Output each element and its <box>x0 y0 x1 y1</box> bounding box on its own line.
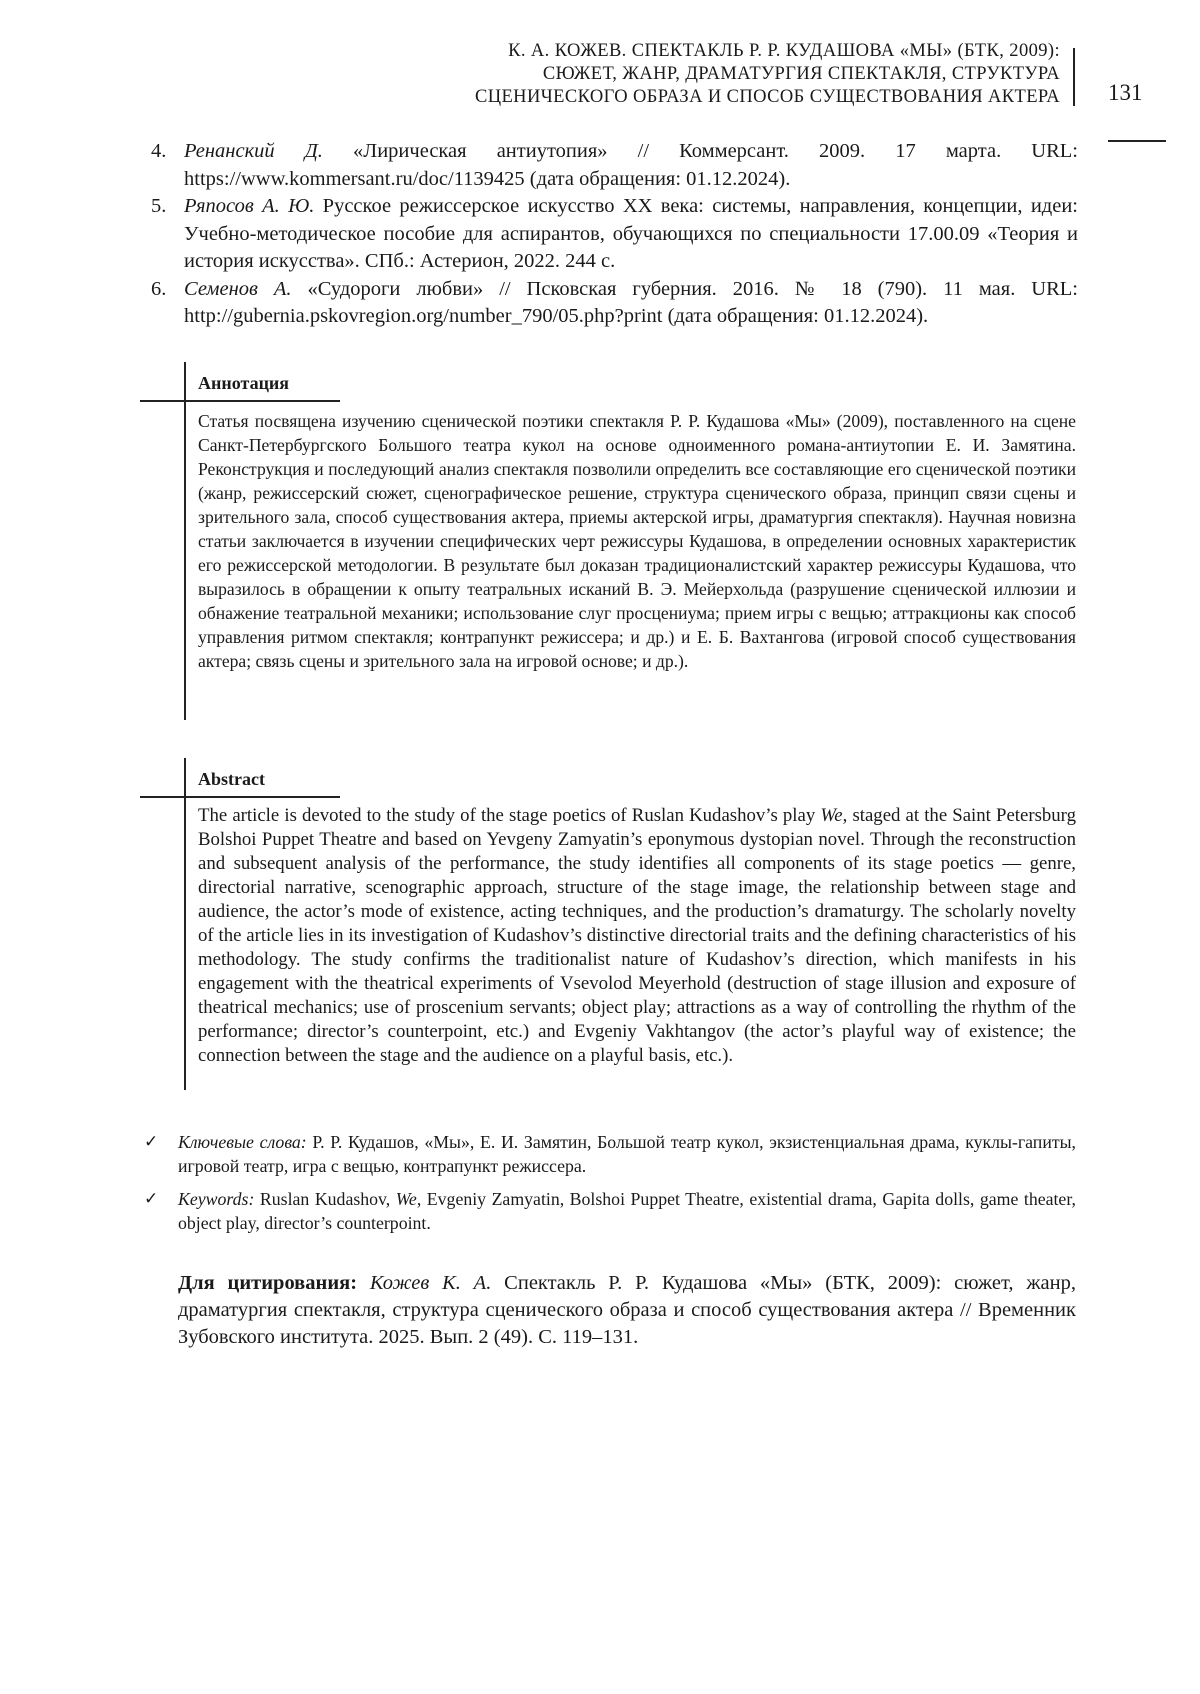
reference-author: Семенов А. <box>184 277 292 300</box>
running-head-line: К. А. КОЖЕВ. СПЕКТАКЛЬ Р. Р. КУДАШОВА «МЫ» (БТК, 2009): <box>508 41 1060 61</box>
abstract-title: Abstract <box>198 769 265 789</box>
citation-text: Спектакль Р. Р. Кудашова «Мы» (БТК, 2009): сюжет, жанр, драматургия спектакля, структура сценического образа и способ существования актера // Временник Зубовского института. 2025. Вып. 2 (49). С. 119–131. <box>178 1272 1076 1348</box>
header-divider <box>1073 48 1075 106</box>
keywords-en <box>140 1187 1076 1235</box>
citation-author: Кожев К. А. <box>369 1272 492 1294</box>
keywords-en-text: , Evgeniy Zamyatin, Bolshoi Puppet Theatre, existential drama, Gapita dolls, game theater, object play, director’s counterpoint. <box>178 1189 1076 1233</box>
reference-item <box>148 138 1078 193</box>
reference-item <box>148 193 1078 276</box>
annotation-vertical-rule <box>184 362 186 720</box>
reference-number: 4. <box>151 140 167 162</box>
abstract-play-title: We <box>820 805 843 826</box>
abstract-text <box>198 804 1076 1068</box>
keywords-ru-row <box>140 1130 1076 1178</box>
annotation-title: Аннотация <box>198 373 290 393</box>
reference-text: «Лирическая антиутопия» // Коммерсант. 2009. 17 марта. URL: https://www.kommersant.ru/doc/1139425 (дата обращения: 01.12.2024). <box>184 140 1078 190</box>
annotation-horizontal-rule <box>140 400 340 402</box>
keywords-en-label: Keywords: <box>178 1189 255 1209</box>
reference-author: Ряпосов А. Ю. <box>184 195 315 217</box>
keywords-ru-label: Ключевые слова: <box>178 1132 307 1152</box>
page-number: 131 <box>1108 80 1143 105</box>
reference-author: Ренанский Д. <box>184 140 323 162</box>
keywords-ru <box>140 1130 1076 1178</box>
reference-list <box>148 138 1078 331</box>
running-head <box>300 40 1060 109</box>
page-number-rule <box>1108 140 1166 142</box>
abstract-vertical-rule <box>184 758 186 1090</box>
running-head-line: СЮЖЕТ, ЖАНР, ДРАМАТУРГИЯ СПЕКТАКЛЯ, СТРУКТУРА <box>542 64 1060 84</box>
keywords-en-text: Ruslan Kudashov, <box>254 1189 396 1209</box>
abstract-text-part: , staged at the Saint Petersburg Bolshoi Puppet Theatre and based on Yevgeny Zamyatin’s eponymous dystopian novel. Through the reconstruction and subsequent analysis of the performance, the study identifies all components of its stage poetics — genre, directorial narrative, scenographic approach, structure of the stage image, the relationship between stage and audience, the actor’s mode of existence, acting techniques, and the production’s dramaturgy. The scholarly novelty of the article lies in its investigation of Kudashov’s distinctive directorial traits and the defining characteristics of his methodology. The study confirms the traditionalist nature of Kudashov’s direction, which manifests in his engagement with the theatrical experiments of Vsevolod Meyerhold (destruction of stage illusion and exposure of theatrical mechanics; use of proscenium servants; object play; attractions as a way of controlling the rhythm of the performance; director’s counterpoint, etc.) and Evgeniy Vakhtangov (the actor’s playful way of existence; the connection between the stage and the audience on a playful basis, etc.). <box>198 805 1076 1066</box>
reference-number: 5. <box>151 195 167 217</box>
reference-item <box>148 276 1078 331</box>
reference-text: «Судороги любви» // Псковская губерния. 2016. № 18 (790). 11 мая. URL: http://gubernia.pskovregion.org/number_790/05.php?print (дата обращения: 01.12.2024). <box>184 277 1078 327</box>
check-icon: ✓ <box>144 1132 159 1152</box>
check-icon: ✓ <box>144 1189 159 1209</box>
reference-text: Русское режиссерское искусство XX века: системы, направления, концепции, идеи: Учебно-методическое пособие для аспирантов, обучающихся по специальности 17.00.09 «Теория и история искусства». СПб.: Астерион, 2022. 244 с. <box>184 195 1078 272</box>
citation-label: Для цитирования: <box>178 1272 358 1294</box>
abstract-horizontal-rule <box>140 796 340 798</box>
reference-number: 6. <box>151 277 167 300</box>
annotation-text: Статья посвящена изучению сценической поэтики спектакля Р. Р. Кудашова «Мы» (2009), поставленного на сцене Санкт-Петербургского Большого театра кукол на основе одноименного романа-антиутопии Е. И. Замятина. Реконструкция и последующий анализ спектакля позволили определить все составляющие его сценической поэтики (жанр, режиссерский сюжет, сценографическое решение, структура сценического образа, принцип связи сцены и зрительного зала, способ существования актера, приемы актерской игры, драматургия спектакля). Научная новизна статьи заключается в изучении специфических черт режиссуры Кудашова, в определении основных характеристик его режиссерской методологии. В результате был доказан традиционалистский характер режиссуры Кудашова, что выразилось в обращении к опыту театральных исканий В. Э. Мейерхольда (разрушение сценической иллюзии и обнажение театральной механики; использование слуг просцениума; прием игры с вещью; аттракционы как способ управления ритмом спектакля; контрапункт режиссера; и др.) и Е. Б. Вахтангова (игровой способ существования актера; связь сцены и зрительного зала на игровой основе; и др.). <box>198 411 1076 671</box>
keywords-en-play-title: We <box>395 1189 417 1209</box>
keywords-ru-text: Р. Р. Кудашов, «Мы», Е. И. Замятин, Большой театр кукол, экзистенциальная драма, куклы-гапиты, игровой театр, игра с вещью, контрапункт режиссера. <box>178 1132 1076 1176</box>
keywords-en-row <box>140 1187 1076 1235</box>
abstract-text-part: The article is devoted to the study of the stage poetics of Ruslan Kudashov’s play <box>198 805 821 826</box>
running-head-line: СЦЕНИЧЕСКОГО ОБРАЗА И СПОСОБ СУЩЕСТВОВАНИЯ АКТЕРА <box>474 87 1060 107</box>
citation <box>178 1270 1076 1351</box>
